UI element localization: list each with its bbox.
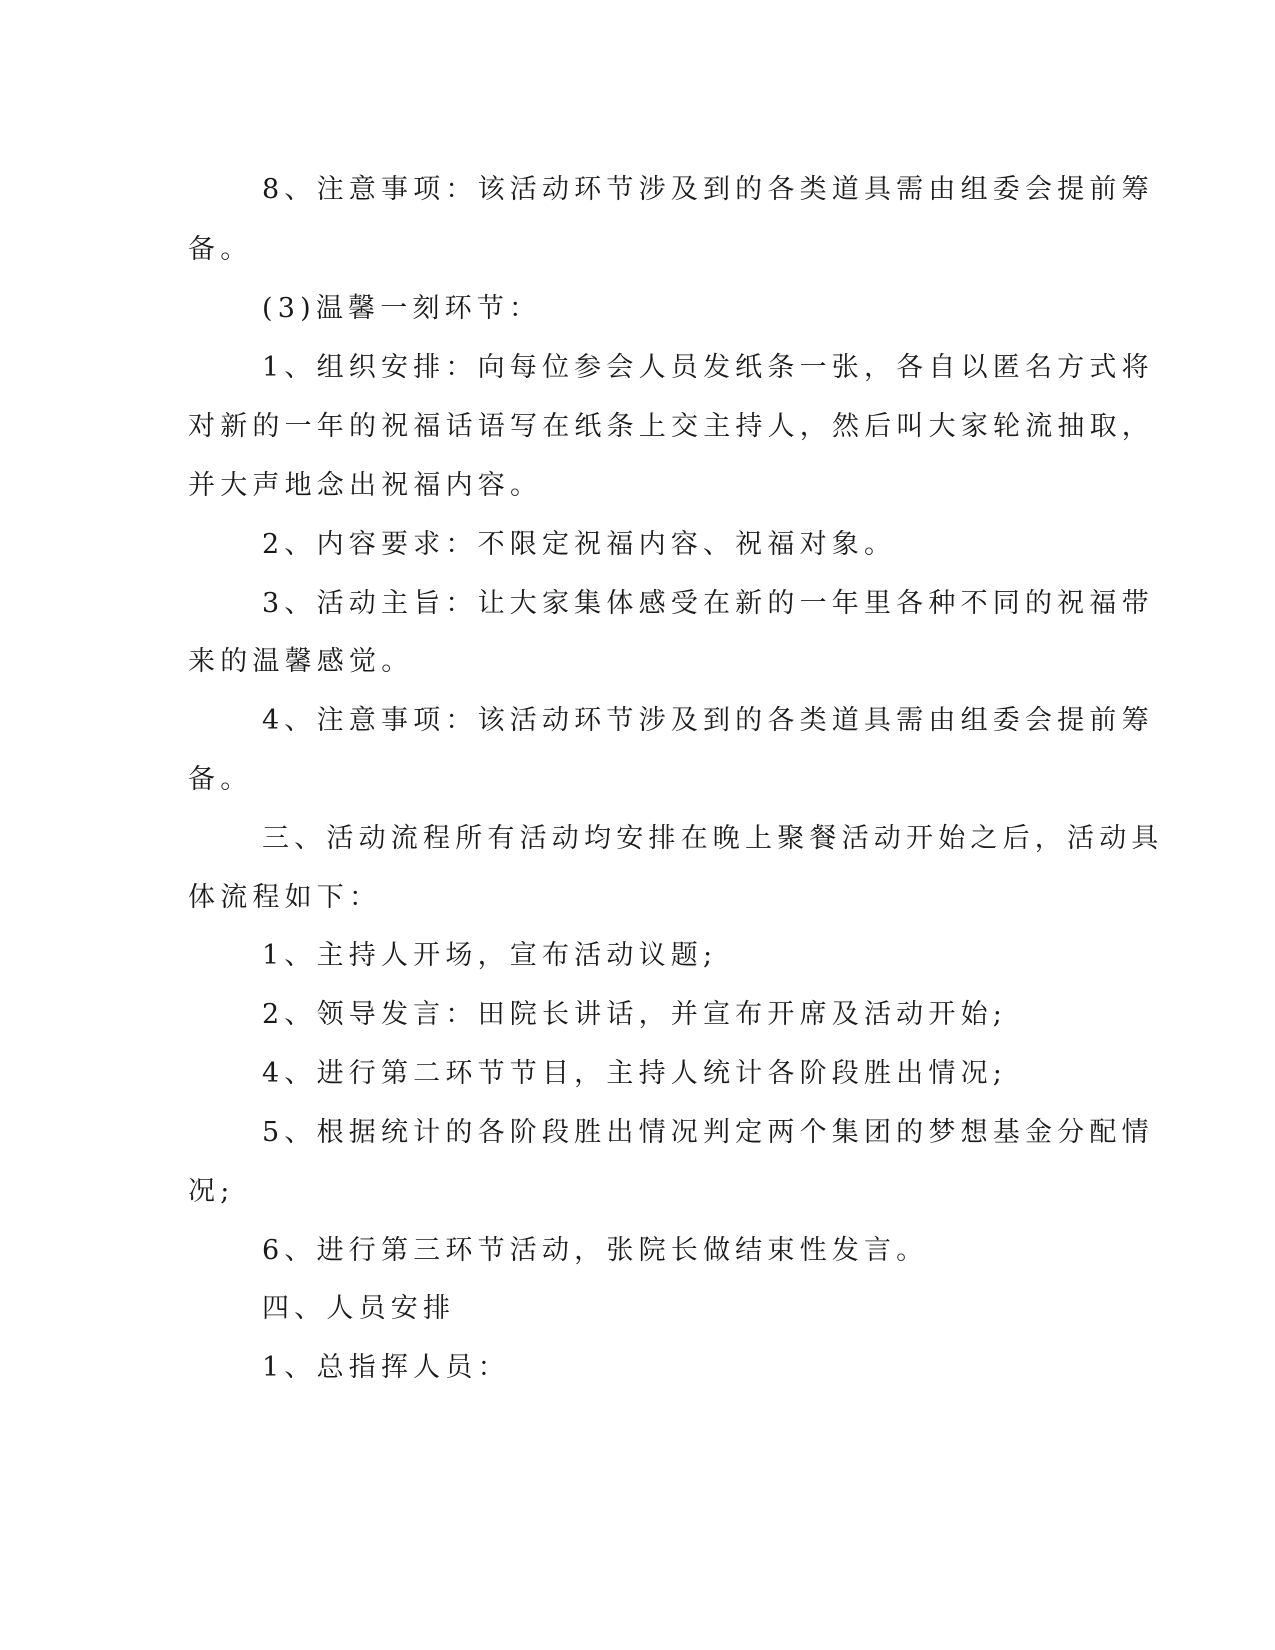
paragraph-line: 体流程如下： xyxy=(188,882,382,913)
paragraph-line: 来的温馨感觉。 xyxy=(188,646,414,677)
paragraph-line: 4、注意事项：该活动环节涉及到的各类道具需由组委会提前筹 xyxy=(262,705,1154,736)
paragraph-line: 并大声地念出祝福内容。 xyxy=(188,470,543,501)
paragraph-line: 2、内容要求：不限定祝福内容、祝福对象。 xyxy=(262,529,897,560)
list-item-continuation: 况; xyxy=(188,1176,235,1207)
list-item: 1、总指挥人员： xyxy=(262,1352,510,1383)
list-item: 5、根据统计的各阶段胜出情况判定两个集团的梦想基金分配情 xyxy=(262,1117,1154,1148)
paragraph-line: 备。 xyxy=(188,234,253,265)
list-item: 1、主持人开场，宣布活动议题; xyxy=(262,940,718,971)
paragraph-line: 对新的一年的祝福话语写在纸条上交主持人，然后叫大家轮流抽取， xyxy=(188,411,1154,442)
section-heading: (3)温馨一刻环节： xyxy=(262,293,542,324)
list-item: 2、领导发言：田院长讲话，并宣布开席及活动开始; xyxy=(262,999,1008,1030)
section-heading: 四、人员安排 xyxy=(262,1293,456,1324)
list-item: 4、进行第二环节节目，主持人统计各阶段胜出情况; xyxy=(262,1058,1008,1089)
paragraph-line: 8、注意事项：该活动环节涉及到的各类道具需由组委会提前筹 xyxy=(262,174,1154,205)
paragraph-line: 备。 xyxy=(188,764,253,795)
section-heading: 三、活动流程所有活动均安排在晚上聚餐活动开始之后，活动具 xyxy=(262,823,1164,854)
paragraph-line: 3、活动主旨：让大家集体感受在新的一年里各种不同的祝福带 xyxy=(262,588,1154,619)
paragraph-line: 1、组织安排：向每位参会人员发纸条一张，各自以匿名方式将 xyxy=(262,352,1154,383)
list-item: 6、进行第三环节活动，张院长做结束性发言。 xyxy=(262,1235,929,1266)
